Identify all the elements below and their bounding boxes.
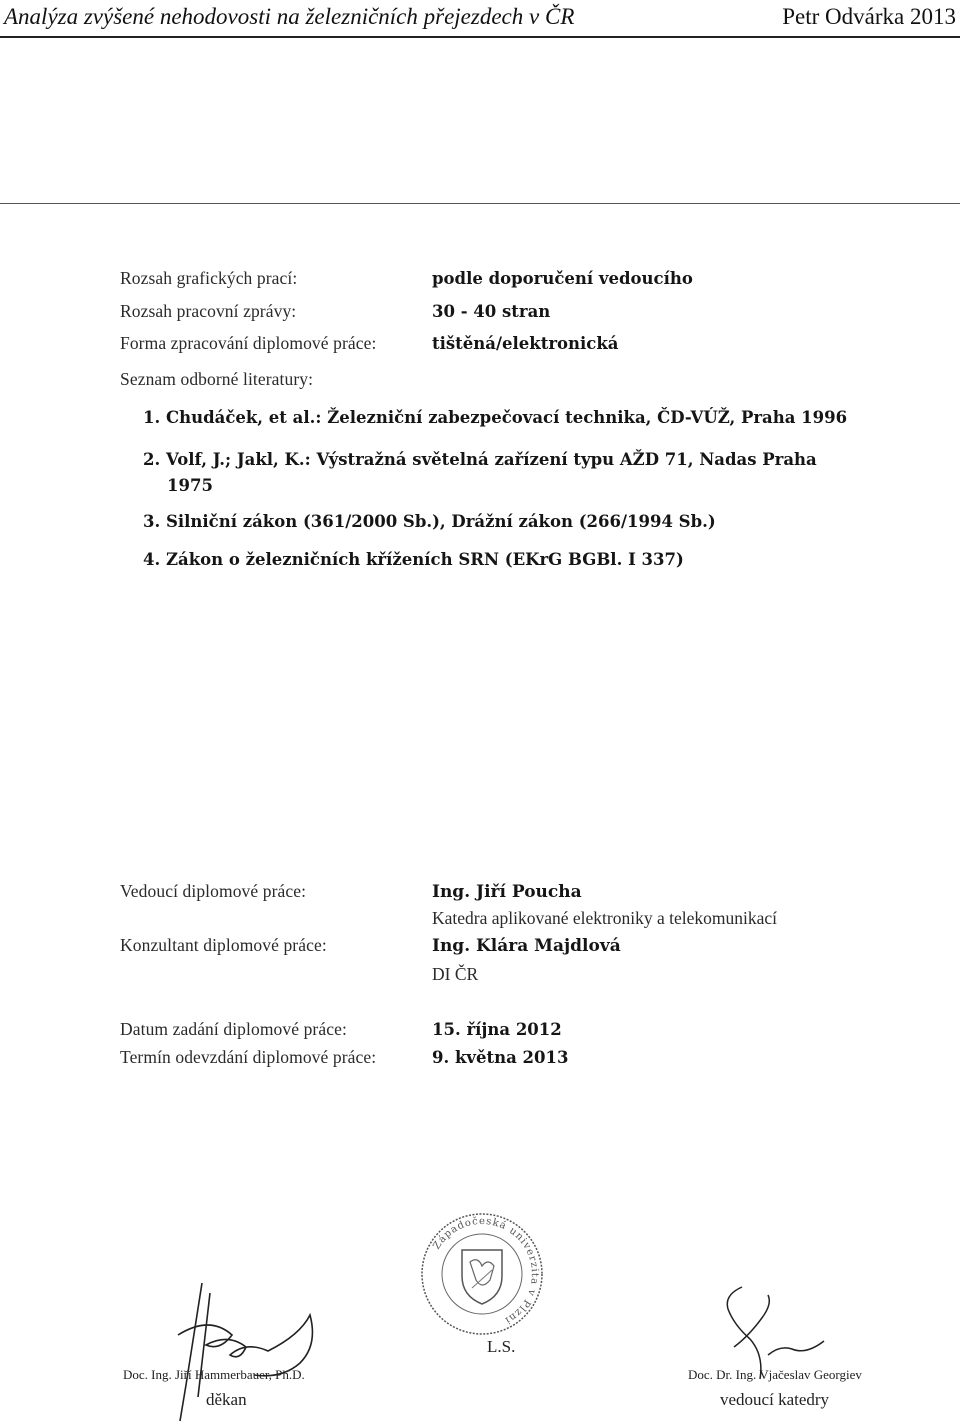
graphics-scope-value: podle doporučení vedoucího bbox=[432, 269, 693, 288]
literature-item-3 bbox=[143, 509, 883, 535]
form-label: Forma zpracování diplomové práce: bbox=[120, 333, 377, 353]
supervisor-label: Vedoucí diplomové práce: bbox=[120, 881, 307, 901]
department-head-role: vedoucí katedry bbox=[720, 1390, 830, 1409]
consultant-organization: DI ČR bbox=[432, 964, 479, 984]
report-scope-value: 30 - 40 stran bbox=[432, 302, 551, 321]
literature-label: Seznam odborné literatury: bbox=[120, 369, 314, 389]
literature-item-1-text: 1. Chudáček, et al.: Železniční zabezpečovací technika, ČD-VÚŽ, Praha 1996 bbox=[143, 408, 848, 427]
literature-item-1 bbox=[143, 405, 883, 431]
report-scope-label: Rozsah pracovní zprávy: bbox=[120, 301, 297, 321]
form-value: tištěná/elektronická bbox=[432, 334, 619, 353]
dean-role: děkan bbox=[206, 1390, 247, 1409]
literature-item-2 bbox=[143, 447, 883, 499]
stamp-text: Západočeská univerzita v Plzni bbox=[431, 1215, 541, 1327]
scan-divider bbox=[0, 203, 960, 204]
page-header bbox=[0, 0, 960, 38]
due-date-value: 9. května 2013 bbox=[432, 1048, 569, 1067]
assigned-date-value: 15. října 2012 bbox=[432, 1020, 562, 1039]
svg-text:Západočeská univerzita v Plzni bbox=[431, 1216, 540, 1326]
supervisor-department: Katedra aplikované elektroniky a telekomunikací bbox=[432, 908, 778, 928]
locus-sigilli: L.S. bbox=[487, 1337, 516, 1356]
literature-item-4 bbox=[143, 547, 883, 573]
literature-item-3-text: 3. Silniční zákon (361/2000 Sb.), Drážní zákon (266/1994 Sb.) bbox=[143, 512, 716, 531]
graphics-scope-label: Rozsah grafických prací: bbox=[120, 268, 298, 288]
supervisor-name: Ing. Jiří Poucha bbox=[432, 882, 582, 902]
literature-item-2-text: 2. Volf, J.; Jakl, K.: Výstražná světelná zařízení typu AŽD 71, Nadas Praha bbox=[143, 450, 817, 469]
university-stamp bbox=[418, 1210, 546, 1338]
department-head-name: Doc. Dr. Ing. Vjačeslav Georgiev bbox=[688, 1367, 862, 1382]
department-head-signature bbox=[720, 1285, 830, 1380]
assigned-date-label: Datum zadání diplomové práce: bbox=[120, 1019, 347, 1039]
dean-name: Doc. Ing. Jiří Hammerbauer, Ph.D. bbox=[123, 1367, 305, 1382]
author-year: Petr Odvárka 2013 bbox=[782, 4, 956, 29]
consultant-name: Ing. Klára Majdlová bbox=[432, 936, 621, 956]
literature-item-4-text: 4. Zákon o železničních kříženích SRN (EKrG BGBl. I 337) bbox=[143, 550, 684, 569]
due-date-label: Termín odevzdání diplomové práce: bbox=[120, 1047, 377, 1067]
literature-item-2-text-cont: 1975 bbox=[167, 476, 213, 495]
document-title: Analýza zvýšené nehodovosti na železničních přejezdech v ČR bbox=[4, 4, 575, 29]
consultant-label: Konzultant diplomové práce: bbox=[120, 935, 327, 955]
